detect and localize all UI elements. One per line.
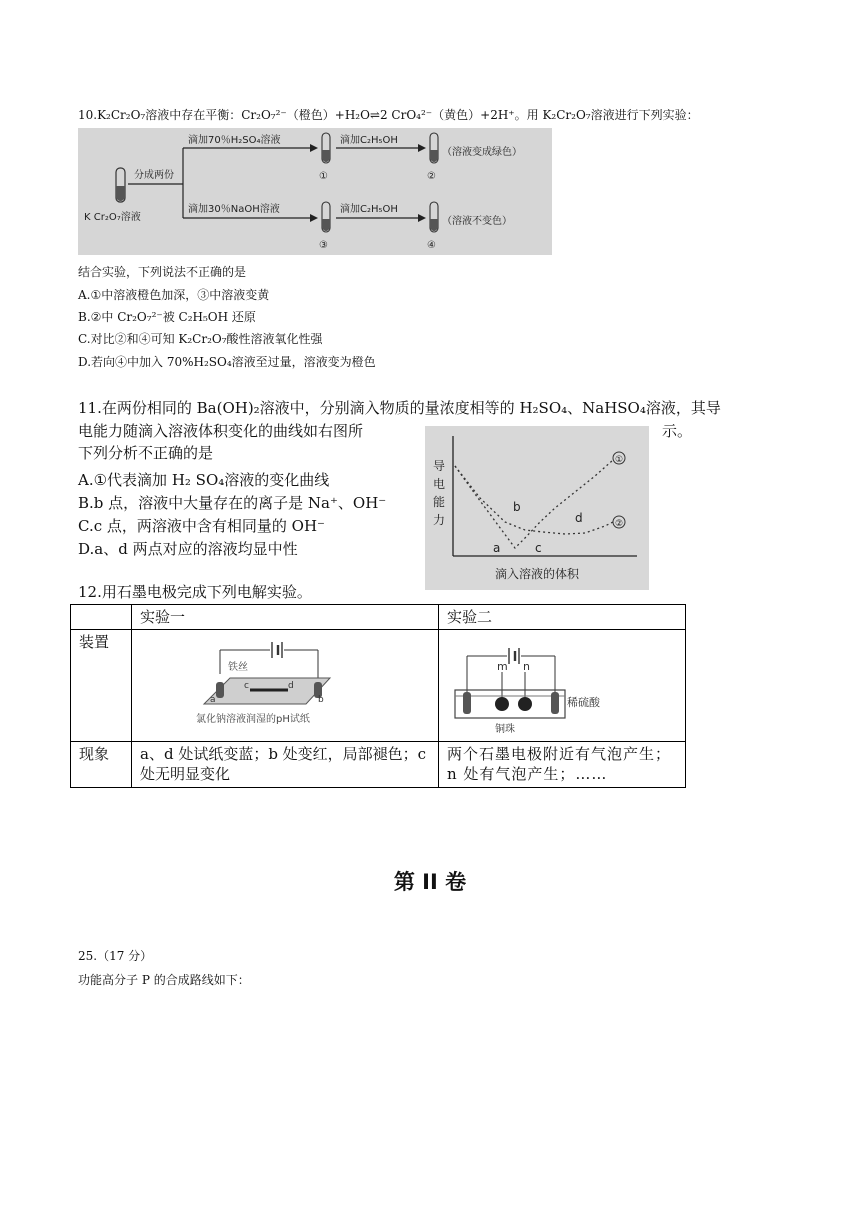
svg-text:b: b	[318, 695, 324, 705]
svg-text:滴加C₂H₅OH: 滴加C₂H₅OH	[340, 135, 398, 146]
q11-stem-line2: 电能力随滴入溶液体积变化的曲线如右图所	[78, 422, 364, 440]
q11-stem-line1: 11.在两份相同的 Ba(OH)₂溶液中，分别滴入物质的量浓度相等的 H₂SO₄、NaHSO₄溶液，其导	[78, 399, 721, 417]
source-tube-label: K Cr₂O₇溶液	[84, 212, 141, 223]
svg-text:滴入溶液的体积: 滴入溶液的体积	[495, 567, 580, 581]
curve-1	[455, 460, 613, 548]
svg-text:b: b	[513, 500, 521, 514]
svg-text:a: a	[210, 695, 216, 705]
q10-experiment-figure	[78, 128, 552, 255]
exp2-phenomenon: 两个石墨电极附近有气泡产生；n 处有气泡产生；……	[439, 742, 686, 788]
svg-text:导: 导	[433, 459, 446, 473]
table-header-exp1: 实验一	[132, 605, 439, 630]
svg-text:②: ②	[615, 519, 624, 529]
svg-text:①: ①	[319, 171, 328, 182]
q10-stem: 10.K₂Cr₂O₇溶液中存在平衡：Cr₂O₇²⁻（橙色）+H₂O⇌2 CrO₄²⁻（黄色）+2H⁺。用 K₂Cr₂O₇溶液进行下列实验：	[78, 108, 699, 122]
svg-text:n: n	[523, 660, 530, 673]
q11-option-a: A.①代表滴加 H₂ SO₄溶液的变化曲线	[78, 471, 330, 489]
svg-text:铜珠: 铜珠	[495, 724, 515, 735]
table-header-exp2: 实验二	[439, 605, 686, 630]
exp1-phenomenon: a、d 处试纸变蓝；b 处变红，局部褪色；c 处无明显变化	[132, 742, 439, 788]
q11-conductivity-graph	[425, 426, 649, 590]
svg-text:能: 能	[433, 495, 446, 509]
svg-text:电: 电	[433, 477, 446, 491]
q11-prompt: 下列分析不正确的是	[78, 444, 214, 462]
q12-experiment-table	[70, 604, 686, 788]
svg-text:a: a	[493, 541, 501, 555]
q10-option-b: B.②中 Cr₂O₇²⁻被 C₂H₅OH 还原	[78, 310, 256, 324]
svg-text:滴加70％H₂SO₄溶液: 滴加70％H₂SO₄溶液	[188, 135, 281, 146]
svg-text:d: d	[288, 681, 294, 691]
svg-text:③: ③	[319, 240, 328, 251]
svg-text:氯化钠溶液润湿的pH试纸: 氯化钠溶液润湿的pH试纸	[196, 714, 310, 725]
svg-text:稀硫酸: 稀硫酸	[567, 696, 600, 709]
q25-header: 25.（17 分）	[78, 949, 153, 963]
row-label-phenomenon: 现象	[71, 742, 132, 788]
svg-text:滴加C₂H₅OH: 滴加C₂H₅OH	[340, 204, 398, 215]
svg-text:c: c	[244, 681, 249, 691]
q10-prompt: 结合实验，下列说法不正确的是	[78, 265, 247, 279]
q11-option-d: D.a、d 两点对应的溶液均显中性	[78, 540, 298, 558]
q10-option-c: C.对比②和④可知 K₂Cr₂O₇酸性溶液氧化性强	[78, 332, 323, 346]
svg-text:铁丝: 铁丝	[228, 662, 248, 673]
row-label-apparatus: 装置	[71, 630, 132, 742]
svg-text:c: c	[535, 541, 542, 555]
svg-text:滴加30％NaOH溶液: 滴加30％NaOH溶液	[188, 204, 280, 215]
svg-text:（溶液变成绿色）: （溶液变成绿色）	[442, 147, 522, 158]
exp2-apparatus-cell	[439, 630, 686, 742]
q11-option-b: B.b 点，溶液中大量存在的离子是 Na⁺、OH⁻	[78, 494, 387, 512]
section-title: 第 II 卷	[393, 870, 467, 894]
exp1-apparatus-cell	[132, 630, 439, 742]
q10-option-a: A.①中溶液橙色加深，③中溶液变黄	[78, 288, 270, 302]
svg-text:m: m	[497, 660, 508, 673]
svg-text:d: d	[575, 511, 583, 525]
svg-text:力: 力	[433, 513, 446, 527]
svg-text:（溶液不变色）: （溶液不变色）	[442, 216, 512, 227]
svg-text:④: ④	[427, 240, 436, 251]
q11-stem-line2-end: 示。	[662, 422, 693, 440]
svg-text:分成两份: 分成两份	[134, 170, 174, 181]
svg-text:①: ①	[615, 455, 624, 465]
q10-option-d: D.若向④中加入 70%H₂SO₄溶液至过量，溶液变为橙色	[78, 355, 376, 369]
svg-text:②: ②	[427, 171, 436, 182]
q25-text: 功能高分子 P 的合成路线如下：	[78, 973, 250, 987]
q11-option-c: C.c 点，两溶液中含有相同量的 OH⁻	[78, 517, 325, 535]
q12-stem: 12.用石墨电极完成下列电解实验。	[78, 583, 312, 601]
